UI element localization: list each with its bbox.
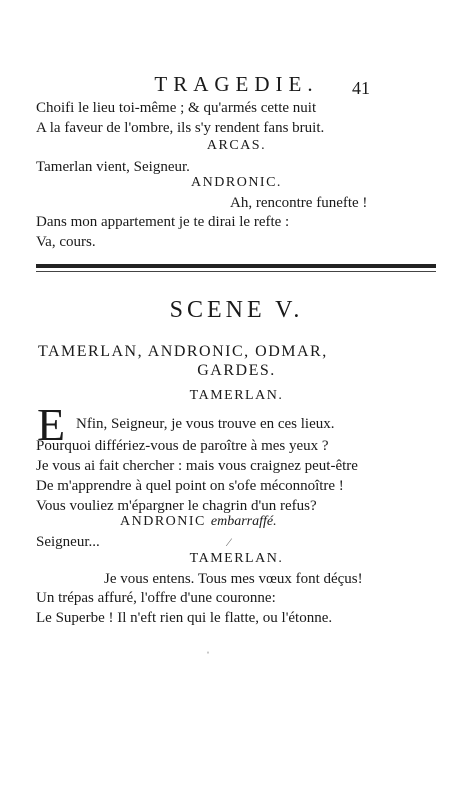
verse-line: Ah, rencontre funefte ! <box>230 195 368 211</box>
drop-cap: E <box>37 399 66 450</box>
speaker-arcas: ARCAS. <box>206 138 267 153</box>
speaker-andronic-with-direction <box>120 514 277 530</box>
verse-line: Je vous entens. Tous mes vœux font déçus! <box>104 571 363 587</box>
cast-list-line-2: GARDES. <box>197 362 276 379</box>
speaker-tamerlan: TAMERLAN. <box>189 388 284 403</box>
verse-line: De m'apprendre à quel point on s'ofe méconnoître ! <box>36 478 344 494</box>
section-rule-thin <box>36 271 436 272</box>
section-rule <box>36 264 436 268</box>
speaker-tamerlan: TAMERLAN. <box>189 551 284 566</box>
ink-mark: ⁄ <box>228 535 231 549</box>
verse-line: Tamerlan vient, Seigneur. <box>36 159 190 175</box>
verse-line: Pourquoi différiez-vous de paroître à mes yeux ? <box>36 438 329 454</box>
verse-line: Dans mon appartement je te dirai le refte : <box>36 214 290 230</box>
verse-line: A la faveur de l'ombre, ils s'y rendent fans bruit. <box>36 120 325 136</box>
speaker-andronic: ANDRONIC <box>120 514 206 529</box>
verse-line: Choifi le lieu toi-même ; & qu'armés cette nuit <box>36 100 317 116</box>
ink-mark: ˌ <box>206 640 210 654</box>
verse-line: Je vous ai fait chercher : mais vous craignez peut-être <box>36 458 358 474</box>
verse-line: Va, cours. <box>36 234 96 250</box>
verse-line: Vous vouliez m'épargner le chagrin d'un refus? <box>36 498 317 514</box>
speaker-andronic: ANDRONIC. <box>191 175 282 190</box>
page-number: 41 <box>352 78 370 98</box>
verse-line: Le Superbe ! Il n'eft rien qui le flatte, ou l'étonne. <box>36 610 333 626</box>
stage-direction: embarraffé. <box>210 514 277 529</box>
cast-list-line-1: TAMERLAN, ANDRONIC, ODMAR, <box>38 343 328 360</box>
verse-line: Seigneur... <box>36 534 100 550</box>
running-head: TRAGEDIE. <box>154 72 319 96</box>
verse-line: Nfin, Seigneur, je vous trouve en ces lieux. <box>76 416 335 432</box>
scene-title: SCENE V. <box>169 297 304 323</box>
verse-line: Un trépas affuré, l'offre d'une couronne: <box>36 590 276 606</box>
